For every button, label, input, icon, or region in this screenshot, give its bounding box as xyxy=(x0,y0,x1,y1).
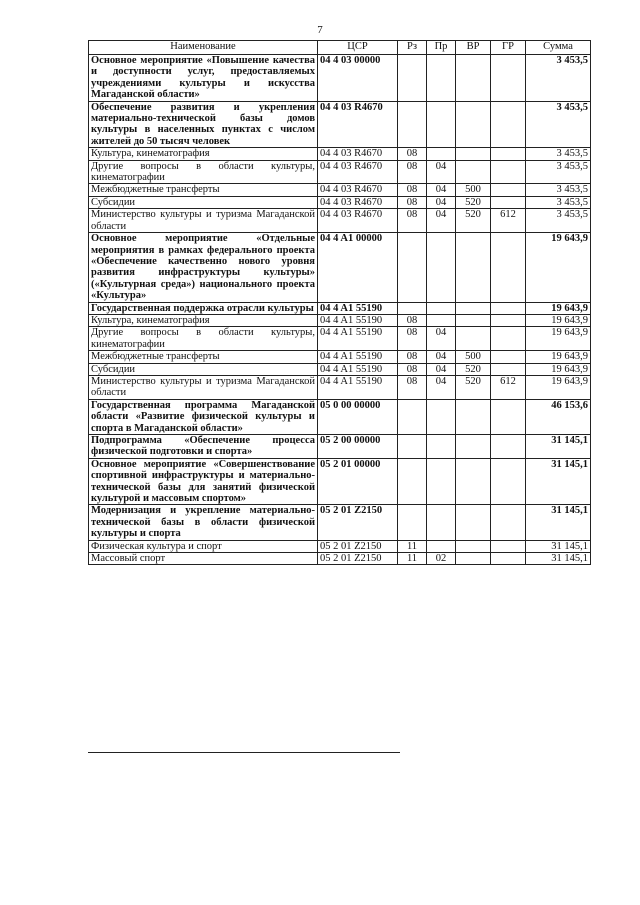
table-row xyxy=(89,351,591,363)
cell-gr xyxy=(491,363,526,375)
cell-sum: 31 145,1 xyxy=(526,540,591,552)
cell-csr: 05 2 00 00000 xyxy=(318,435,398,459)
cell-gr xyxy=(491,553,526,565)
header-pr: Пр xyxy=(427,41,456,55)
table-row xyxy=(89,101,591,148)
cell-name: Государственная поддержка отрасли культуры xyxy=(89,302,318,314)
table-row xyxy=(89,209,591,233)
cell-pr xyxy=(427,458,456,505)
cell-sum: 19 643,9 xyxy=(526,351,591,363)
cell-csr: 04 4 03 R4670 xyxy=(318,209,398,233)
cell-pr: 04 xyxy=(427,209,456,233)
cell-gr xyxy=(491,184,526,196)
cell-sum: 3 453,5 xyxy=(526,148,591,160)
cell-csr: 05 2 01 Z2150 xyxy=(318,553,398,565)
header-csr: ЦСР xyxy=(318,41,398,55)
cell-pr: 04 xyxy=(427,363,456,375)
table-row xyxy=(89,302,591,314)
cell-sum: 19 643,9 xyxy=(526,314,591,326)
cell-gr xyxy=(491,399,526,434)
cell-name: Обеспечение развития и укрепления материально-технической базы домов культуры в населенных пунктах с числом жителей до 50 тысяч человек xyxy=(89,101,318,148)
cell-csr: 05 2 01 00000 xyxy=(318,458,398,505)
cell-csr: 04 4 A1 55190 xyxy=(318,363,398,375)
cell-pr xyxy=(427,55,456,102)
cell-sum: 3 453,5 xyxy=(526,196,591,208)
cell-rz xyxy=(398,233,427,302)
cell-gr xyxy=(491,148,526,160)
cell-vr: 500 xyxy=(456,351,491,363)
cell-vr xyxy=(456,327,491,351)
cell-gr xyxy=(491,458,526,505)
cell-pr xyxy=(427,399,456,434)
cell-vr: 520 xyxy=(456,196,491,208)
cell-vr: 520 xyxy=(456,209,491,233)
header-gr: ГР xyxy=(491,41,526,55)
cell-csr: 04 4 A1 55190 xyxy=(318,314,398,326)
table-row xyxy=(89,314,591,326)
cell-sum: 31 145,1 xyxy=(526,505,591,540)
table-row xyxy=(89,160,591,184)
cell-csr: 04 4 A1 55190 xyxy=(318,351,398,363)
cell-rz: 08 xyxy=(398,363,427,375)
cell-pr xyxy=(427,148,456,160)
table-row xyxy=(89,148,591,160)
header-rz: Рз xyxy=(398,41,427,55)
cell-vr xyxy=(456,160,491,184)
cell-name: Другие вопросы в области культуры, кинематографии xyxy=(89,327,318,351)
cell-gr xyxy=(491,196,526,208)
table-row xyxy=(89,327,591,351)
cell-pr xyxy=(427,540,456,552)
cell-rz: 08 xyxy=(398,314,427,326)
cell-name: Межбюджетные трансферты xyxy=(89,351,318,363)
cell-sum: 19 643,9 xyxy=(526,363,591,375)
cell-name: Субсидии xyxy=(89,363,318,375)
cell-csr: 05 2 01 Z2150 xyxy=(318,540,398,552)
cell-sum: 19 643,9 xyxy=(526,327,591,351)
cell-csr: 04 4 A1 00000 xyxy=(318,233,398,302)
table-row xyxy=(89,375,591,399)
cell-gr xyxy=(491,351,526,363)
cell-gr xyxy=(491,55,526,102)
cell-pr xyxy=(427,302,456,314)
cell-pr xyxy=(427,233,456,302)
header-vr: ВР xyxy=(456,41,491,55)
cell-csr: 04 4 A1 55190 xyxy=(318,302,398,314)
table-row xyxy=(89,458,591,505)
cell-name: Субсидии xyxy=(89,196,318,208)
cell-pr xyxy=(427,505,456,540)
cell-pr xyxy=(427,101,456,148)
cell-pr: 04 xyxy=(427,327,456,351)
cell-rz: 08 xyxy=(398,375,427,399)
cell-csr: 04 4 A1 55190 xyxy=(318,327,398,351)
table-row xyxy=(89,540,591,552)
cell-csr: 05 2 01 Z2150 xyxy=(318,505,398,540)
table-body xyxy=(89,55,591,565)
cell-pr xyxy=(427,314,456,326)
cell-rz: 08 xyxy=(398,351,427,363)
cell-vr xyxy=(456,302,491,314)
cell-sum: 3 453,5 xyxy=(526,209,591,233)
cell-csr: 04 4 A1 55190 xyxy=(318,375,398,399)
cell-sum: 3 453,5 xyxy=(526,184,591,196)
cell-gr xyxy=(491,101,526,148)
cell-rz xyxy=(398,302,427,314)
cell-rz xyxy=(398,458,427,505)
cell-vr xyxy=(456,505,491,540)
cell-rz: 08 xyxy=(398,184,427,196)
cell-rz: 08 xyxy=(398,196,427,208)
cell-sum: 19 643,9 xyxy=(526,302,591,314)
cell-name: Другие вопросы в области культуры, кинематографии xyxy=(89,160,318,184)
cell-gr xyxy=(491,314,526,326)
cell-vr xyxy=(456,55,491,102)
cell-pr: 04 xyxy=(427,184,456,196)
cell-rz: 08 xyxy=(398,160,427,184)
cell-vr xyxy=(456,435,491,459)
cell-vr xyxy=(456,458,491,505)
cell-name: Министерство культуры и туризма Магаданской области xyxy=(89,375,318,399)
cell-csr: 04 4 03 R4670 xyxy=(318,101,398,148)
cell-name: Министерство культуры и туризма Магаданской области xyxy=(89,209,318,233)
cell-rz xyxy=(398,435,427,459)
cell-name: Модернизация и укрепление материально-технической базы в области физической культуры и спорта xyxy=(89,505,318,540)
cell-name: Государственная программа Магаданской области «Развитие физической культуры и спорта в Магаданской области» xyxy=(89,399,318,434)
cell-rz: 11 xyxy=(398,540,427,552)
cell-sum: 3 453,5 xyxy=(526,55,591,102)
cell-name: Культура, кинематография xyxy=(89,148,318,160)
table-row xyxy=(89,55,591,102)
cell-csr: 05 0 00 00000 xyxy=(318,399,398,434)
cell-pr xyxy=(427,435,456,459)
page-number: 7 xyxy=(317,24,323,36)
cell-gr xyxy=(491,435,526,459)
cell-rz: 11 xyxy=(398,553,427,565)
cell-name: Основное мероприятие «Совершенствование спортивной инфраструктуры и материально-технической базы для занятий физической культурой и массовым спортом» xyxy=(89,458,318,505)
cell-rz: 08 xyxy=(398,327,427,351)
cell-sum: 31 145,1 xyxy=(526,553,591,565)
cell-vr: 500 xyxy=(456,184,491,196)
table-header-row xyxy=(89,41,591,55)
table-row xyxy=(89,505,591,540)
cell-vr xyxy=(456,399,491,434)
cell-csr: 04 4 03 R4670 xyxy=(318,160,398,184)
cell-gr xyxy=(491,233,526,302)
cell-vr: 520 xyxy=(456,375,491,399)
table-row xyxy=(89,196,591,208)
cell-gr: 612 xyxy=(491,375,526,399)
table-row xyxy=(89,553,591,565)
cell-name: Физическая культура и спорт xyxy=(89,540,318,552)
cell-name: Подпрограмма «Обеспечение процесса физической подготовки и спорта» xyxy=(89,435,318,459)
cell-csr: 04 4 03 R4670 xyxy=(318,148,398,160)
cell-sum: 19 643,9 xyxy=(526,233,591,302)
cell-rz: 08 xyxy=(398,209,427,233)
cell-rz: 08 xyxy=(398,148,427,160)
table-row xyxy=(89,184,591,196)
cell-sum: 46 153,6 xyxy=(526,399,591,434)
cell-rz xyxy=(398,101,427,148)
cell-gr xyxy=(491,160,526,184)
cell-pr: 04 xyxy=(427,160,456,184)
cell-pr: 04 xyxy=(427,375,456,399)
cell-vr xyxy=(456,314,491,326)
cell-vr xyxy=(456,101,491,148)
cell-name: Основное мероприятие «Повышение качества и доступности услуг, предоставляемых учреждениями культуры и искусства Магаданской области» xyxy=(89,55,318,102)
cell-gr xyxy=(491,327,526,351)
header-sum: Сумма xyxy=(526,41,591,55)
cell-vr xyxy=(456,553,491,565)
cell-gr: 612 xyxy=(491,209,526,233)
footnote-separator-line xyxy=(88,752,400,753)
cell-csr: 04 4 03 R4670 xyxy=(318,196,398,208)
cell-sum: 3 453,5 xyxy=(526,101,591,148)
cell-sum: 31 145,1 xyxy=(526,458,591,505)
cell-pr: 04 xyxy=(427,196,456,208)
table-row xyxy=(89,435,591,459)
budget-table xyxy=(88,40,591,565)
cell-sum: 19 643,9 xyxy=(526,375,591,399)
header-name: Наименование xyxy=(89,41,318,55)
cell-vr xyxy=(456,148,491,160)
cell-pr: 02 xyxy=(427,553,456,565)
table-row xyxy=(89,233,591,302)
cell-csr: 04 4 03 00000 xyxy=(318,55,398,102)
cell-gr xyxy=(491,505,526,540)
cell-name: Массовый спорт xyxy=(89,553,318,565)
cell-rz xyxy=(398,55,427,102)
cell-name: Основное мероприятие «Отдельные мероприятия в рамках федерального проекта «Обеспечение качественно нового уровня развития инфраструктуры культуры» («Культурная среда») национального проекта «Культура» xyxy=(89,233,318,302)
cell-sum: 3 453,5 xyxy=(526,160,591,184)
cell-gr xyxy=(491,540,526,552)
cell-name: Межбюджетные трансферты xyxy=(89,184,318,196)
cell-vr xyxy=(456,233,491,302)
cell-gr xyxy=(491,302,526,314)
cell-rz xyxy=(398,399,427,434)
cell-vr xyxy=(456,540,491,552)
cell-rz xyxy=(398,505,427,540)
table-row xyxy=(89,399,591,434)
cell-csr: 04 4 03 R4670 xyxy=(318,184,398,196)
table-row xyxy=(89,363,591,375)
cell-name: Культура, кинематография xyxy=(89,314,318,326)
cell-vr: 520 xyxy=(456,363,491,375)
cell-sum: 31 145,1 xyxy=(526,435,591,459)
cell-pr: 04 xyxy=(427,351,456,363)
